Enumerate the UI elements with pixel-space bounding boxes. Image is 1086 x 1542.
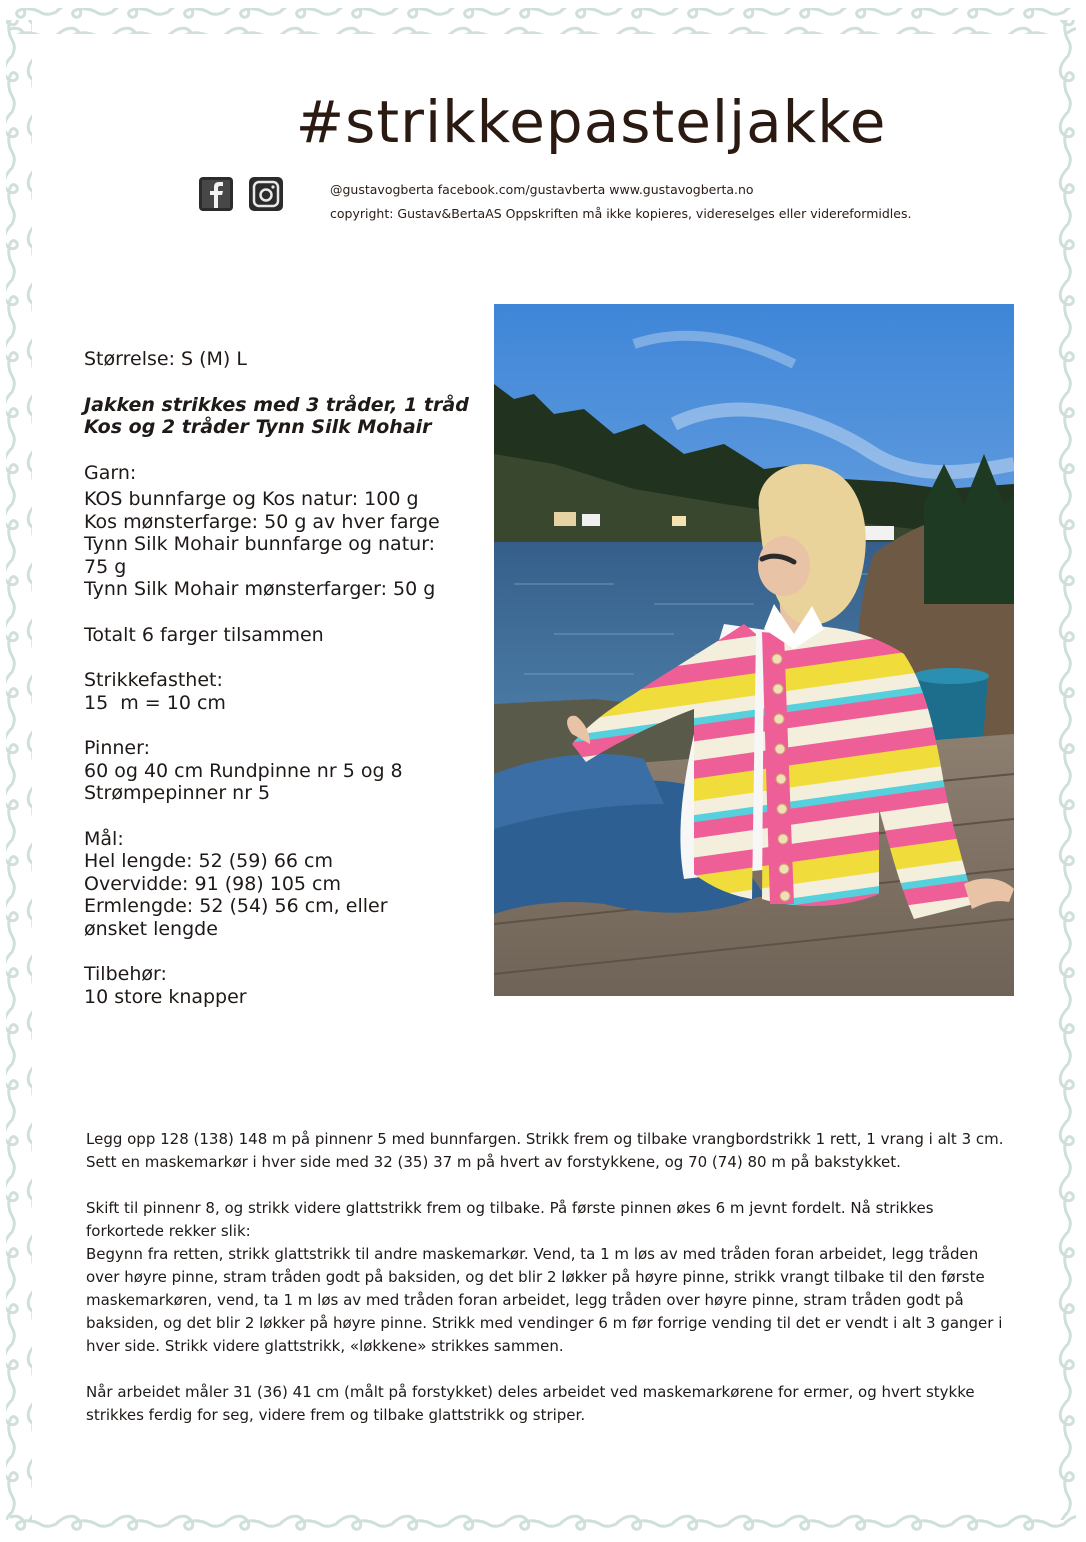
intro-line-2: Kos og 2 tråder Tynn Silk Mohair (84, 416, 432, 438)
needles-section (84, 737, 484, 805)
instruction-text: Begynn fra retten, strikk glattstrikk til andre maskemarkør. Vend, ta 1 m løs av med tråden foran arbeidet, legg tråden over høyre pinne, stram tråden godt på baksiden, og det blir 2 løkker på høyre pinne, strikk vrangt tilbake til den første maskemarkøren, vend, ta 1 m løs av med tråden foran arbeidet, legg tråden over høyre pinne, stram tråden godt på baksiden, og det blir 2 løkker på høyre pinne. Strikk med vendinger 6 m før forrige vending til det er vendt i alt 3 ganger i hver side. Strikk videre glattstrikk, «løkkene» strikkes sammen. (86, 1245, 1003, 1355)
instructions (86, 1128, 1016, 1450)
size-line: Størrelse: S (M) L (84, 348, 247, 370)
measures-line: ønsket lengde (84, 917, 218, 940)
measures-section (84, 828, 484, 941)
needles-line: Strømpepinner nr 5 (84, 782, 271, 804)
page-title: #strikkepasteljakke (295, 88, 887, 156)
measures-line: Ermlengde: 52 (54) 56 cm, eller (84, 895, 388, 917)
yarn-section (84, 462, 484, 601)
instagram-icon[interactable] (248, 176, 284, 212)
contact-info (330, 178, 911, 226)
measures-line: Overvidde: 91 (98) 105 cm (84, 872, 341, 895)
yarn-line: Tynn Silk Mohair bunnfarge og natur: (84, 533, 436, 555)
yarn-line: Tynn Silk Mohair mønsterfarger: 50 g (84, 578, 436, 600)
yarn-line: 75 g (84, 555, 127, 578)
total-colors: Totalt 6 farger tilsammen (84, 623, 324, 646)
copyright-notice: copyright: Gustav&BertaAS Oppskriften må ikke kopieres, videreselges eller videreformidles. (330, 206, 912, 221)
gauge-section (84, 669, 484, 714)
needles-line: 60 og 40 cm Rundpinne nr 5 og 8 (84, 759, 403, 782)
intro-line-1: Jakken strikkes med 3 tråder, 1 tråd (84, 393, 469, 416)
pattern-specs (84, 348, 484, 1031)
contact-links: @gustavogberta facebook.com/gustavberta www.gustavogberta.no (330, 182, 754, 197)
facebook-icon[interactable] (198, 176, 234, 212)
measures-heading: Mål: (84, 827, 124, 850)
product-photo (494, 304, 1014, 996)
instruction-paragraph: Når arbeidet måler 31 (36) 41 cm (målt på forstykket) deles arbeidet ved maskemarkørene for ermer, og hvert stykke strikkes ferdig for seg, videre frem og tilbake glattstrikk og striper. (86, 1383, 975, 1424)
instruction-paragraph: Legg opp 128 (138) 148 m på pinnenr 5 med bunnfargen. Strikk frem og tilbake vrangbordstrikk 1 rett, 1 vrang i alt 3 cm. Sett en maskemarkør i hver side med 32 (35) 37 m på hvert av forstykkene, og 70 (74) 80 m på bakstykket. (86, 1130, 1004, 1171)
accessories-heading: Tilbehør: (84, 963, 167, 985)
yarn-line: Kos mønsterfarge: 50 g av hver farge (84, 510, 440, 533)
accessories-value: 10 store knapper (84, 985, 247, 1008)
instruction-text: Skift til pinnenr 8, og strikk videre glattstrikk frem og tilbake. På første pinnen økes 6 m jevnt fordelt. Nå strikkes forkortede rekker slik: (86, 1199, 934, 1240)
measures-line: Hel lengde: 52 (59) 66 cm (84, 850, 333, 872)
social-icons (198, 176, 284, 212)
gauge-value: 15 m = 10 cm (84, 691, 226, 714)
yarn-line: KOS bunnfarge og Kos natur: 100 g (84, 488, 419, 510)
needles-heading: Pinner: (84, 737, 150, 759)
yarn-heading: Garn: (84, 461, 137, 484)
accessories-section (84, 963, 484, 1008)
gauge-heading: Strikkefasthet: (84, 669, 223, 691)
intro-note (84, 394, 484, 439)
instruction-paragraph (86, 1197, 1016, 1358)
